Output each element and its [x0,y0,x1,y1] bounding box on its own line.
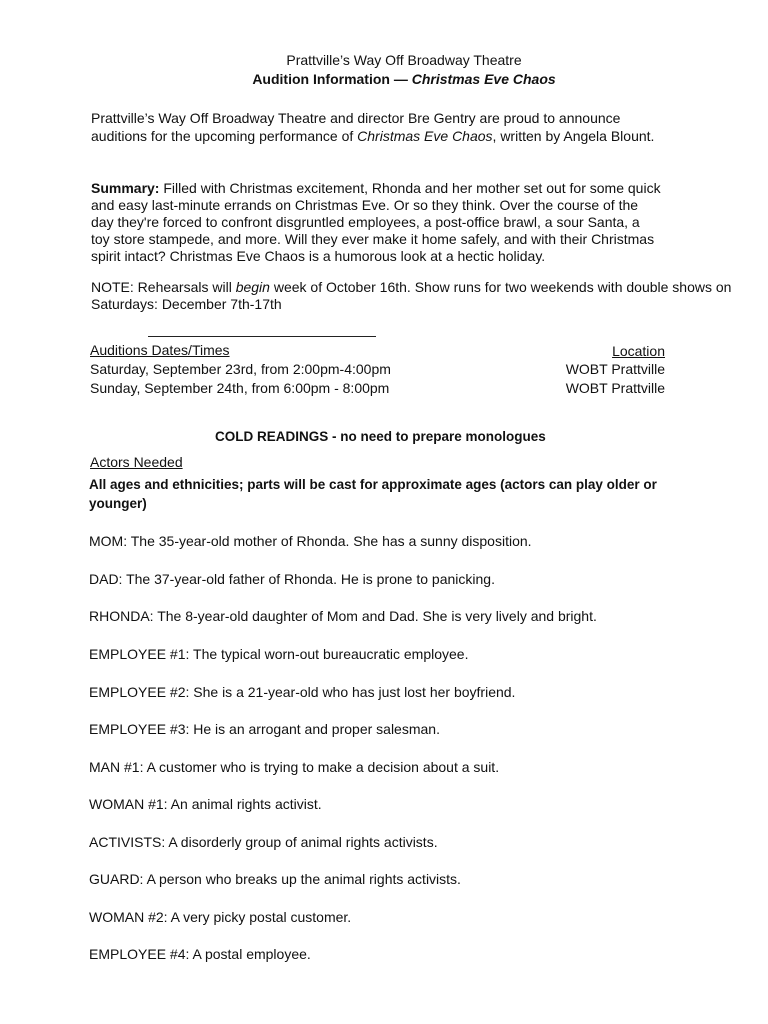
ages-note-line-2: younger) [89,496,147,511]
summary-line-2: and easy last-minute errands on Christmas Eve. Or so they think. Over the course of the [91,197,639,213]
role-woman-2: WOMAN #2: A very picky postal customer. [89,909,352,925]
title-prefix: Audition Information — [252,71,412,87]
summary-label: Summary: [91,180,160,196]
role-employee-4: EMPLOYEE #4: A postal employee. [89,946,311,962]
note-emphasis: begin [235,279,270,295]
role-rhonda: RHONDA: The 8-year-old daughter of Mom and Dad. She is very lively and bright. [89,608,597,624]
intro-suffix: , written by Angela Blount. [492,128,655,144]
note-line-1 [91,279,731,295]
role-man-1: MAN #1: A customer who is trying to make a decision about a suit. [89,759,500,775]
summary-line-3: day they're forced to confront disgruntled employees, a post-office brawl, a sour Santa, a [91,214,640,230]
intro-prefix: auditions for the upcoming performance of [91,128,358,144]
actors-needed-heading: Actors Needed [90,454,183,470]
role-woman-1: WOMAN #1: An animal rights activist. [89,796,322,812]
cold-readings-heading: COLD READINGS - no need to prepare monologues [215,429,546,444]
role-dad: DAD: The 37-year-old father of Rhonda. He is prone to panicking. [89,571,495,587]
note-line-2: Saturdays: December 7th-17th [91,296,282,312]
role-employee-2: EMPLOYEE #2: She is a 21-year-old who has just lost her boyfriend. [89,684,516,700]
summary-line-4: toy store stampede, and more. Will they ever make it home safely, and with their Christmas [91,231,655,247]
note-suffix: week of October 16th. Show runs for two weekends with double shows on [269,279,732,295]
role-guard: GUARD: A person who breaks up the animal rights activists. [89,871,461,887]
audition-row-1-where: WOBT Prattville [565,361,665,377]
horizontal-rule [148,336,376,337]
title-show-name: Christmas Eve Chaos [411,71,556,87]
audition-row-1-when: Saturday, September 23rd, from 2:00pm-4:00pm [90,361,391,377]
page-title [0,71,768,87]
summary-line-1 [91,180,661,196]
role-employee-3: EMPLOYEE #3: He is an arrogant and proper salesman. [89,721,440,737]
audition-dates-header: Auditions Dates/Times [90,342,230,358]
audition-row-2-when: Sunday, September 24th, from 6:00pm - 8:00pm [90,380,390,396]
note-prefix: NOTE: Rehearsals will [91,279,236,295]
summary-text-1: Filled with Christmas excitement, Rhonda and her mother set out for some quick [159,180,661,196]
summary-line-5: spirit intact? Christmas Eve Chaos is a humorous look at a hectic holiday. [91,248,546,264]
role-mom: MOM: The 35-year-old mother of Rhonda. She has a sunny disposition. [89,533,532,549]
role-employee-1: EMPLOYEE #1: The typical worn-out bureaucratic employee. [89,646,469,662]
role-activists: ACTIVISTS: A disorderly group of animal rights activists. [89,834,438,850]
audition-row-2-where: WOBT Prattville [565,380,665,396]
theatre-name: Prattville’s Way Off Broadway Theatre [286,52,522,68]
ages-note-line-1: All ages and ethnicities; parts will be cast for approximate ages (actors can play older or [89,477,657,492]
intro-line-1: Prattville’s Way Off Broadway Theatre and director Bre Gentry are proud to announce [91,110,621,126]
intro-show-name: Christmas Eve Chaos [357,128,493,144]
location-header: Location [612,343,665,359]
intro-line-2 [91,128,654,144]
